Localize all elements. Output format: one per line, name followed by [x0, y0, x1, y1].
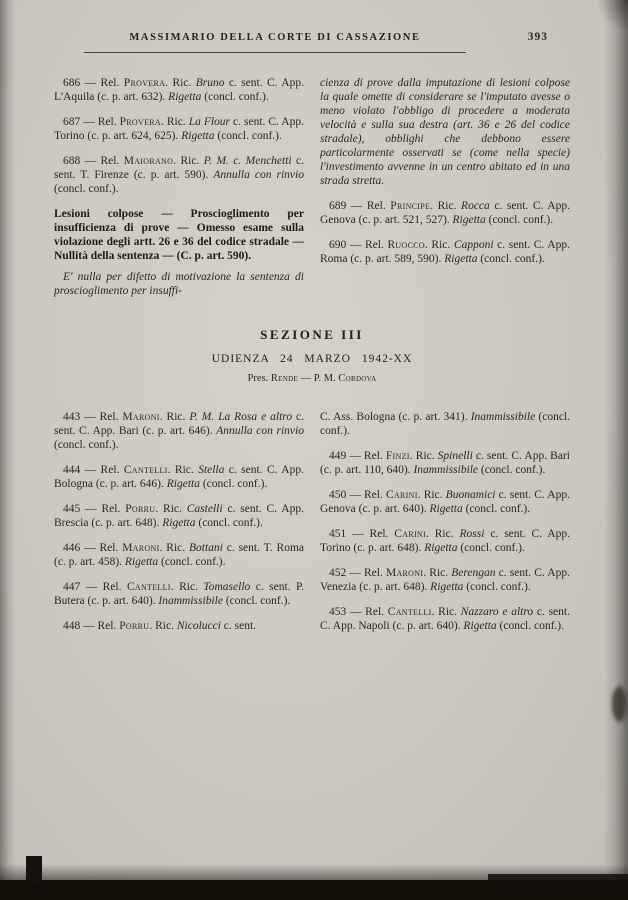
top-left-column	[54, 76, 304, 298]
case-entry-445: 445 — Rel. Porru. Ric. Castelli c. sent. C. App. Brescia (c. p. art. 648). Rigetta (concl. conf.).	[54, 503, 304, 529]
case-entry-447: 447 — Rel. Cantelli. Ric. Tomasello c. sent. P. Butera (c. p. art. 640). Inammissibile (concl. conf.).	[54, 581, 304, 607]
page-number: 393	[527, 31, 548, 43]
case-entry-449: 449 — Rel. Finzi. Ric. Spinelli c. sent. C. App. Bari (c. p. art. 110, 640). Inammissibile (concl. conf.).	[320, 450, 570, 476]
case-entry-452: 452 — Rel. Maroni. Ric. Berengan c. sent. C. App. Venezia (c. p. art. 648). Rigetta (concl. conf.).	[320, 567, 570, 593]
case-entry-453: 453 — Rel. Cantelli. Ric. Nazzaro e altro c. sent. C. App. Napoli (c. p. art. 640). Rigetta (concl. conf.).	[320, 606, 570, 632]
scan-edge-left-shadow	[0, 0, 16, 900]
section-title: SEZIONE III	[260, 327, 364, 342]
page-content	[54, 30, 570, 644]
section-presiding: Pres. Rende — P. M. Cordova	[247, 373, 377, 384]
case-entry-448: 448 — Rel. Porru. Ric. Nicolucci c. sent.	[63, 620, 257, 632]
bottom-columns	[54, 410, 570, 644]
scan-bottom-right-mark	[488, 874, 628, 882]
top-right-column	[320, 76, 570, 298]
section-header	[54, 328, 570, 386]
running-title-rule	[84, 30, 466, 53]
case-entry-688: 688 — Rel. Maiorano. Ric. P. M. c. Menchetti c. sent. T. Firenze (c. p. art. 590). Annulla con rinvio (concl. conf.).	[54, 155, 304, 195]
case-entry-687: 687 — Rel. Provera. Ric. La Flour c. sent. C. App. Torino (c. p. art. 624, 625). Rigetta (concl. conf.).	[54, 116, 304, 142]
case-entry-686: 686 — Rel. Provera. Ric. Bruno c. sent. C. App. L'Aquila (c. p. art. 632). Rigetta (concl. conf.).	[54, 77, 304, 103]
maxim-paragraph-continuation: cienza di prove dalla imputazione di lesioni colpose la quale omette di considerare se l'imputato avesse o meno violato l'obbligo di procedere a moderata velocità e sulla sua destra (art. 36 e 26 del codice stradale), obblighi che debbono essere particolarmente osservati se (come nella specie) l'investimento avvenne in un centro abitato ed in una strada stretta.	[320, 77, 570, 187]
scan-bottom-left-mark	[26, 856, 42, 882]
case-entry-448-continuation: C. Ass. Bologna (c. p. art. 341). Inammissibile (concl. conf.).	[320, 411, 571, 437]
page-header	[54, 30, 570, 60]
headnote-lesioni-colpose: Lesioni colpose — Proscioglimento per insufficienza di prove — Omesso esame sulla violazione degli artt. 26 e 36 del codice stradale — Nullità della sentenza — (C. p. art. 590).	[54, 208, 304, 262]
scan-ink-blotch	[612, 686, 627, 722]
scan-edge-right-shadow	[604, 0, 628, 900]
top-columns	[54, 76, 570, 298]
case-entry-451: 451 — Rel. Carini. Ric. Rossi c. sent. C. App. Torino (c. p. art. 648). Rigetta (concl. conf.).	[320, 528, 570, 554]
bottom-left-column	[54, 410, 304, 644]
case-entry-444: 444 — Rel. Cantelli. Ric. Stella c. sent. C. App. Bologna (c. p. art. 646). Rigetta (concl. conf.).	[54, 464, 304, 490]
case-entry-446: 446 — Rel. Maroni. Ric. Bottani c. sent. T. Roma (c. p. art. 458). Rigetta (concl. conf.).	[54, 542, 304, 568]
bottom-right-column	[320, 410, 570, 644]
running-title: MASSIMARIO DELLA CORTE DI CASSAZIONE	[129, 32, 421, 43]
case-entry-443: 443 — Rel. Maroni. Ric. P. M. La Rosa e altro c. sent. C. App. Bari (c. p. art. 646). Annulla con rinvio (concl. conf.).	[54, 411, 304, 451]
case-entry-689: 689 — Rel. Principe. Ric. Rocca c. sent. C. App. Genova (c. p. art. 521, 527). Rigetta (concl. conf.).	[320, 200, 570, 226]
section-sitting-date: UDIENZA 24 MARZO 1942-XX	[211, 353, 413, 365]
scan-corner-top-right-shadow	[598, 0, 628, 30]
scan-bottom-black-band	[0, 880, 628, 900]
case-entry-690: 690 — Rel. Ruocco. Ric. Capponi c. sent. C. App. Roma (c. p. art. 589, 590). Rigetta (concl. conf.).	[320, 239, 570, 265]
maxim-paragraph-start: E' nulla per difetto di motivazione la sentenza di proscioglimento per insuffi-	[54, 271, 304, 297]
case-entry-450: 450 — Rel. Carini. Ric. Buonamici c. sent. C. App. Genova (c. p. art. 640). Rigetta (concl. conf.).	[320, 489, 570, 515]
